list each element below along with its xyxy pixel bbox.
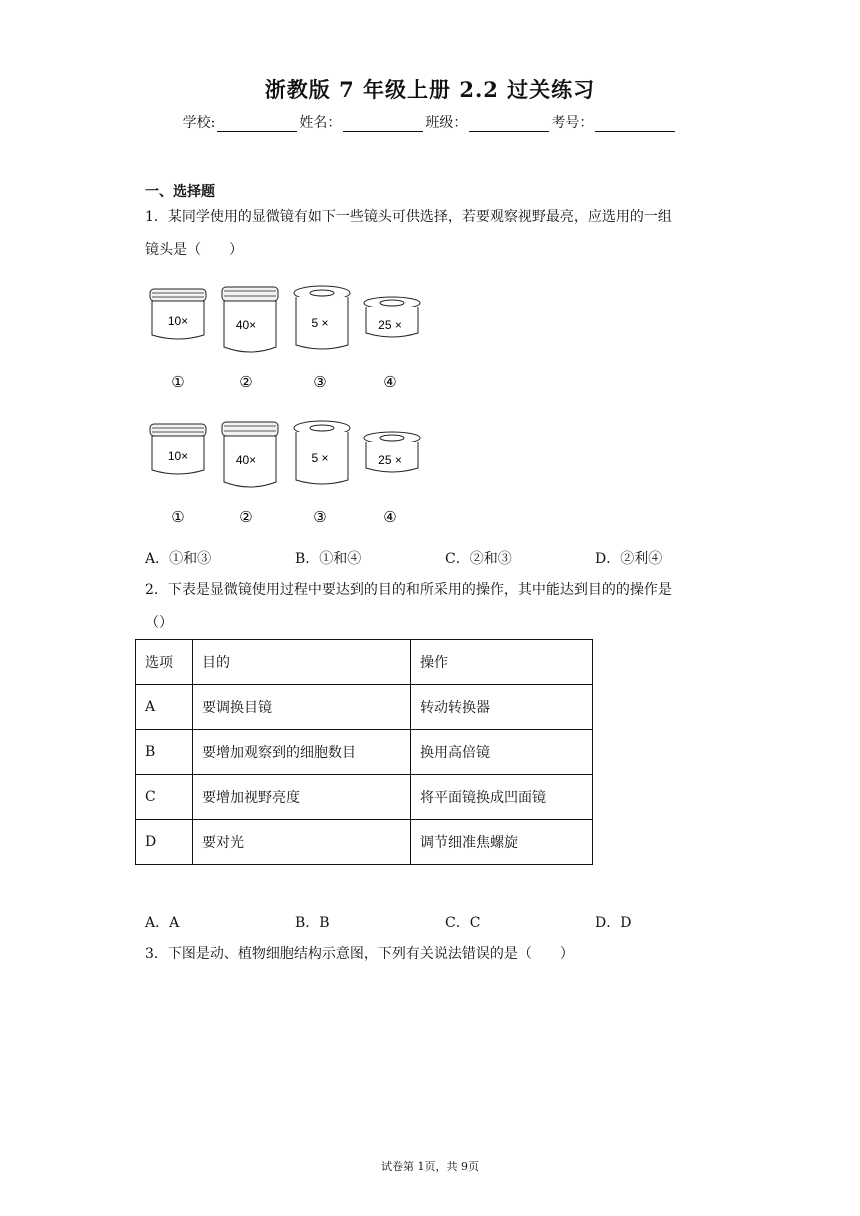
name-blank — [343, 117, 423, 132]
lens-10x-label: 10× — [167, 449, 189, 463]
q2-option-d[interactable]: D．D — [595, 915, 632, 931]
table-row — [136, 730, 593, 775]
lens-num-4: ④ — [383, 508, 397, 526]
q2-option-a[interactable]: A．A — [145, 915, 180, 931]
lens-40x-label: 40× — [235, 453, 257, 467]
question-1-options — [145, 548, 745, 568]
lens-num-3: ③ — [313, 373, 327, 391]
lens-5x-label: 5 × — [311, 451, 329, 465]
lens-25x-icon — [364, 432, 420, 472]
number-label: 考号： — [551, 115, 594, 131]
table-cell: D — [136, 820, 193, 865]
lens-num-2: ② — [239, 508, 253, 526]
class-label: 班级： — [425, 115, 468, 131]
page-footer: 试卷第 1页，共 9页 — [381, 1160, 479, 1173]
school-label: 学校: — [182, 115, 216, 131]
lens-figure-2 — [140, 418, 440, 528]
lens-num-1: ① — [171, 373, 185, 391]
table-cell: 要增加观察到的细胞数目 — [193, 730, 411, 775]
table-row — [136, 775, 593, 820]
lens-num-3: ③ — [313, 508, 327, 526]
table-row — [136, 685, 593, 730]
lens-40x-icon — [222, 422, 278, 487]
lens-5x-icon — [294, 286, 350, 349]
lens-40x-icon — [222, 287, 278, 352]
class-blank — [469, 117, 549, 132]
question-1-line-1: 1．某同学使用的显微镜有如下一些镜头可供选择，若要观察视野最亮，应选用的一组 — [145, 209, 672, 225]
lens-10x-icon — [150, 289, 206, 339]
table-cell: 调节细准焦螺旋 — [411, 820, 593, 865]
page-title: 浙教版 7 年级上册 2.2 过关练习 — [264, 77, 596, 102]
question-3-line-1: 3．下图是动、植物细胞结构示意图，下列有关说法错误的是（ ） — [145, 946, 574, 962]
name-label: 姓名： — [299, 115, 342, 131]
q2-option-c[interactable]: C．C — [445, 915, 481, 931]
lens-10x-label: 10× — [167, 314, 189, 328]
table-cell: A — [136, 685, 193, 730]
school-blank — [217, 117, 297, 132]
question-2-line-2: （） — [145, 615, 173, 631]
table-cell: 换用高倍镜 — [411, 730, 593, 775]
table-cell: B — [136, 730, 193, 775]
lens-10x-icon — [150, 424, 206, 474]
table-header-cell: 操作 — [411, 640, 593, 685]
table-cell: 转动转换器 — [411, 685, 593, 730]
table-cell: 要对光 — [193, 820, 411, 865]
lens-num-2: ② — [239, 373, 253, 391]
question-2-line-1: 2．下表是显微镜使用过程中要达到的目的和所采用的操作，其中能达到目的的操作是 — [145, 582, 672, 598]
lens-25x-icon — [364, 297, 420, 337]
q1-option-c[interactable]: C．②和③ — [445, 551, 512, 567]
q1-option-a[interactable]: A．①和③ — [145, 551, 212, 567]
table-cell: C — [136, 775, 193, 820]
question-2-options — [145, 912, 745, 932]
lens-25x-label: 25 × — [378, 453, 402, 467]
table-cell: 要增加视野亮度 — [193, 775, 411, 820]
lens-5x-label: 5 × — [311, 316, 329, 330]
lens-figure-1 — [140, 283, 440, 393]
table-cell: 将平面镜换成凹面镜 — [411, 775, 593, 820]
q2-option-b[interactable]: B．B — [295, 915, 330, 931]
table-row — [136, 820, 593, 865]
table-header-cell: 目的 — [193, 640, 411, 685]
lens-40x-label: 40× — [235, 318, 257, 332]
question-1-line-2: 镜头是（ ） — [145, 242, 243, 258]
number-blank — [595, 117, 675, 132]
lens-5x-icon — [294, 421, 350, 484]
table-header-cell: 选项 — [136, 640, 193, 685]
lens-25x-label: 25 × — [378, 318, 402, 332]
student-info-line — [0, 112, 860, 132]
table-header-row — [136, 640, 593, 685]
lens-num-4: ④ — [383, 373, 397, 391]
question-2-table — [135, 639, 593, 865]
q1-option-d[interactable]: D．②利④ — [595, 551, 663, 567]
table-cell: 要调换目镜 — [193, 685, 411, 730]
lens-num-1: ① — [171, 508, 185, 526]
q1-option-b[interactable]: B．①和④ — [295, 551, 362, 567]
section-heading: 一、选择题 — [145, 184, 215, 200]
